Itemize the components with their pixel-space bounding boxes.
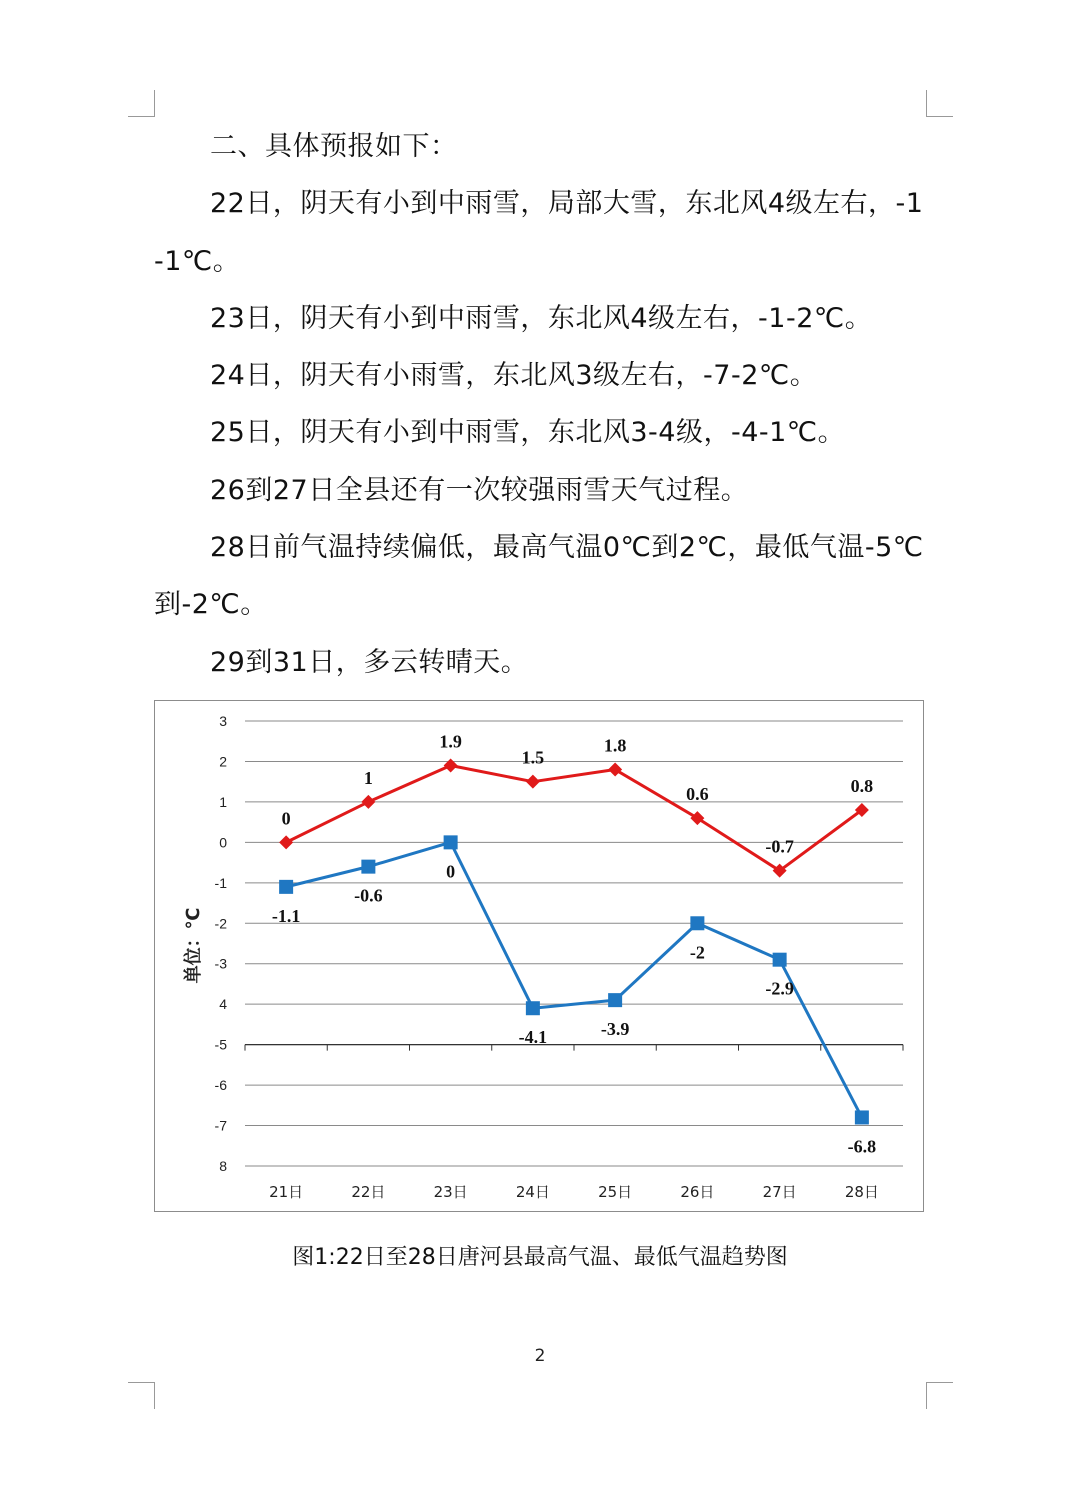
- data-label: -0.7: [765, 836, 794, 857]
- data-label: 0: [281, 808, 291, 829]
- data-label: 0.8: [850, 776, 874, 796]
- x-tick-label: 26日: [680, 1183, 715, 1201]
- paragraph-day-29-31: 29到31日，多云转晴天。: [210, 646, 529, 678]
- paragraph-day-26-27: 26到27日全县还有一次较强雨雪天气过程。: [210, 474, 749, 506]
- series-1-point: [526, 775, 540, 789]
- data-label: -6.8: [847, 1136, 877, 1157]
- x-tick-label: 28日: [844, 1183, 879, 1201]
- series-1-point: [279, 835, 293, 849]
- y-tick-label: 4: [219, 996, 227, 1013]
- data-label: 1.5: [521, 747, 545, 768]
- temperature-chart: [154, 700, 924, 1212]
- y-tick-label: -6: [214, 1077, 227, 1094]
- x-tick-label: 25日: [598, 1183, 633, 1201]
- y-tick-label: -2: [214, 915, 227, 932]
- series-1-point: [444, 759, 458, 773]
- crop-mark-bottom-right: [926, 1382, 953, 1409]
- y-tick-label: 2: [219, 753, 227, 770]
- series-2-point: [773, 953, 787, 967]
- y-axis-label: 单位：℃: [183, 907, 204, 984]
- series-2-point: [690, 916, 704, 930]
- figure-caption: 图1:22日至28日唐河县最高气温、最低气温趋势图: [292, 1245, 788, 1270]
- series-2-point: [855, 1110, 869, 1124]
- y-tick-label: -3: [214, 955, 227, 972]
- data-label: 1.8: [603, 735, 627, 756]
- data-label: -3.9: [600, 1019, 630, 1040]
- y-tick-label: -7: [214, 1117, 227, 1134]
- paragraph-day-24: 24日，阴天有小雨雪，东北风3级左右，-7-2℃。: [210, 360, 818, 392]
- data-label: -1.1: [271, 905, 301, 926]
- x-tick-label: 22日: [351, 1183, 386, 1201]
- data-label: 0: [446, 861, 456, 882]
- series-2-point: [526, 1001, 540, 1015]
- data-label: -4.1: [518, 1027, 548, 1048]
- x-tick-label: 23日: [433, 1183, 468, 1201]
- crop-mark-top-right: [926, 90, 953, 117]
- paragraph-day-28: 28日前气温持续偏低，最高气温0℃到2℃，最低气温-5℃到-2℃。: [154, 532, 924, 621]
- data-label: -2.9: [765, 978, 794, 999]
- crop-mark-bottom-left: [128, 1382, 155, 1409]
- paragraph-day-23: 23日，阴天有小到中雨雪，东北风4级左右，-1-2℃。: [210, 302, 873, 334]
- y-tick-label: 1: [219, 793, 227, 810]
- data-label: -2: [689, 942, 705, 963]
- x-tick-label: 27日: [762, 1183, 797, 1201]
- series-2-point: [444, 835, 458, 849]
- data-label: 1.9: [439, 731, 462, 752]
- y-tick-label: 0: [219, 834, 227, 851]
- page-number: 2: [534, 1346, 546, 1366]
- data-label: 1: [363, 767, 373, 788]
- y-tick-label: 3: [219, 713, 227, 729]
- crop-mark-top-left: [128, 90, 155, 117]
- chart-canvas: [155, 701, 923, 1211]
- paragraph-day-25: 25日，阴天有小到中雨雪，东北风3-4级，-4-1℃。: [210, 417, 846, 449]
- data-label: -0.6: [354, 885, 383, 906]
- x-tick-label: 24日: [515, 1183, 550, 1201]
- series-2-point: [608, 993, 622, 1007]
- y-tick-label: -5: [214, 1036, 227, 1053]
- paragraph-heading: 二、具体预报如下：: [210, 131, 458, 162]
- data-label: 0.6: [686, 784, 709, 805]
- series-2-point: [361, 860, 375, 874]
- forecast-text: [154, 118, 926, 691]
- series-1-point: [608, 763, 622, 777]
- series-2-point: [279, 880, 293, 894]
- y-tick-label: -1: [214, 874, 227, 891]
- y-tick-label: 8: [219, 1158, 227, 1174]
- series-1-point: [361, 795, 375, 809]
- paragraph-day-22: 22日，阴天有小到中雨雪，局部大雪，东北风4级左右，-1-1℃。: [154, 188, 924, 277]
- x-tick-label: 21日: [269, 1183, 304, 1201]
